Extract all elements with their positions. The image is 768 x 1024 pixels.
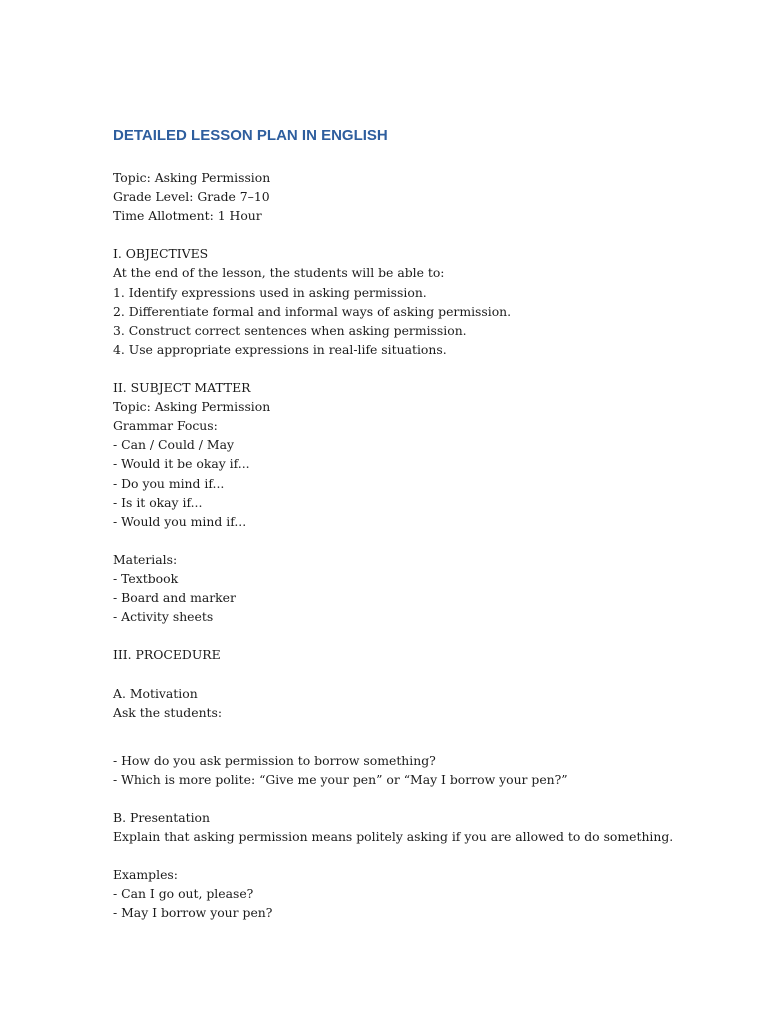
spacer bbox=[113, 789, 733, 808]
materials-item: - Board and marker bbox=[113, 590, 236, 606]
objective-item: 1. Identify expressions used in asking permission. bbox=[113, 284, 427, 300]
grammar-focus-label: Grammar Focus: bbox=[113, 418, 218, 434]
spacer bbox=[113, 846, 733, 865]
spacer bbox=[113, 359, 733, 378]
spacer bbox=[113, 664, 733, 683]
objective-item: 4. Use appropriate expressions in real-life situations. bbox=[113, 341, 447, 357]
spacer bbox=[113, 225, 733, 244]
objective-item: 2. Differentiate formal and informal ways of asking permission. bbox=[113, 303, 512, 319]
example-item: - May I borrow your pen? bbox=[113, 905, 273, 921]
grammar-item: - Is it okay if... bbox=[113, 494, 203, 510]
materials-item: - Activity sheets bbox=[113, 609, 214, 625]
presentation-heading: B. Presentation bbox=[113, 810, 210, 825]
subject-matter-topic: Topic: Asking Permission bbox=[113, 399, 271, 415]
grammar-item: - Would it be okay if... bbox=[113, 456, 250, 472]
example-item: - Can I go out, please? bbox=[113, 886, 254, 902]
document-title: DETAILED LESSON PLAN IN ENGLISH bbox=[113, 127, 388, 144]
materials-item: - Textbook bbox=[113, 570, 179, 586]
objectives-intro: At the end of the lesson, the students will be able to: bbox=[113, 265, 445, 281]
presentation-text: Explain that asking permission means politely asking if you are allowed to do something. bbox=[113, 829, 674, 845]
motivation-intro: Ask the students: bbox=[113, 704, 223, 720]
subject-matter-heading: II. SUBJECT MATTER bbox=[113, 380, 251, 396]
procedure-heading: III. PROCEDURE bbox=[113, 647, 221, 663]
grammar-item: - Can / Could / May bbox=[113, 437, 234, 453]
motivation-heading: A. Motivation bbox=[113, 685, 198, 701]
objectives-heading: I. OBJECTIVES bbox=[113, 246, 209, 262]
spacer bbox=[113, 531, 733, 550]
motivation-question: - Which is more polite: “Give me your pen” or “May I borrow your pen?” bbox=[113, 771, 568, 787]
motivation-question: - How do you ask permission to borrow something? bbox=[113, 752, 436, 768]
grammar-item: - Do you mind if... bbox=[113, 475, 225, 491]
topic-line: Topic: Asking Permission bbox=[113, 170, 271, 185]
spacer bbox=[113, 626, 733, 645]
objective-item: 3. Construct correct sentences when asking permission. bbox=[113, 322, 467, 338]
spacer bbox=[113, 722, 733, 751]
document-body bbox=[113, 126, 733, 923]
time-allotment-line: Time Allotment: 1 Hour bbox=[113, 208, 262, 224]
examples-label: Examples: bbox=[113, 867, 178, 883]
materials-label: Materials: bbox=[113, 551, 178, 567]
grammar-item: - Would you mind if... bbox=[113, 513, 247, 529]
grade-level-line: Grade Level: Grade 7–10 bbox=[113, 189, 270, 205]
